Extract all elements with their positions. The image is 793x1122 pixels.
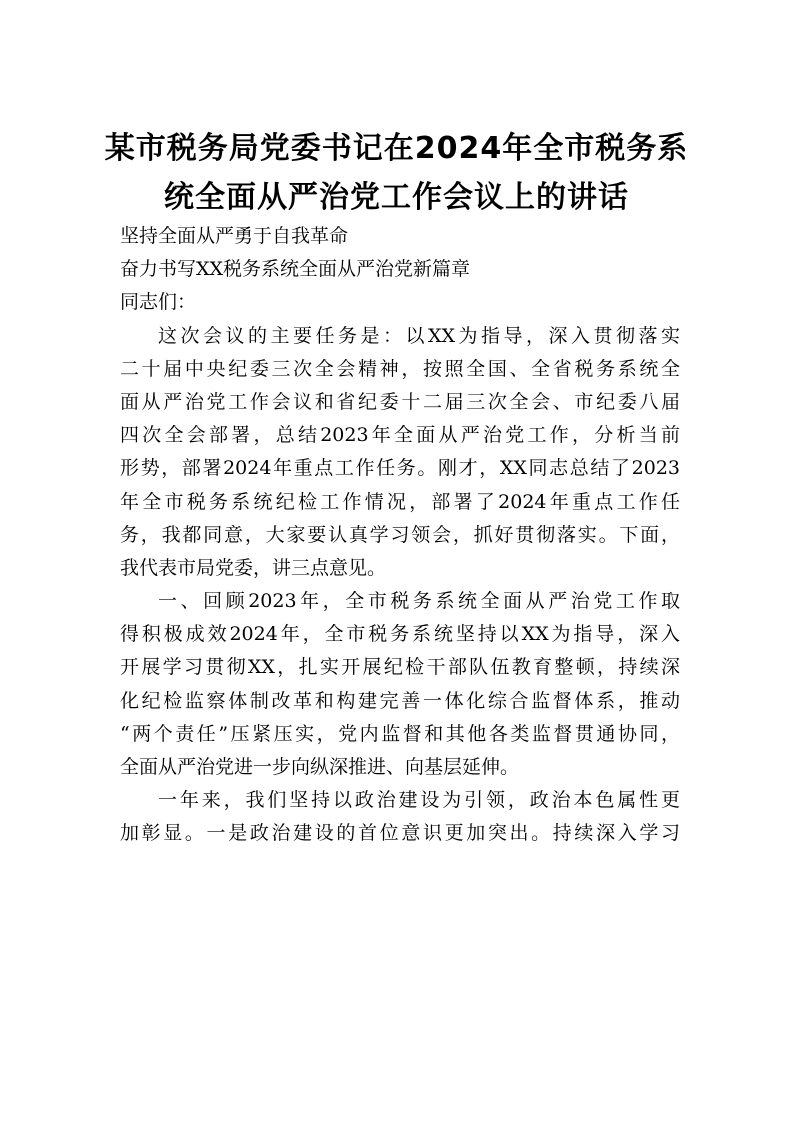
salutation: 同志们：: [120, 291, 197, 314]
paragraph-line: 二十届中央纪委三次全会精神，按照全国、全省税务系统全: [120, 357, 680, 380]
title-line-2: 统全面从严治党工作会议上的讲话: [164, 180, 629, 215]
paragraph-line: 这次会议的主要任务是：以XX为指导，深入贯彻落实: [158, 324, 680, 347]
paragraph-line: 一、回顾2023年，全市税务系统全面从严治党工作取: [158, 590, 680, 613]
paragraph-line: 年全市税务系统纪检工作情况，部署了2024年重点工作任: [120, 490, 680, 513]
paragraph-review: [120, 585, 680, 784]
paragraph-intro: [120, 320, 680, 586]
paragraph-line: 开展学习贯彻XX，扎实开展纪检干部队伍教育整顿，持续深: [120, 656, 680, 679]
document-body: [120, 220, 680, 851]
paragraph-line: 四次全会部署，总结2023年全面从严治党工作，分析当前: [120, 424, 680, 447]
paragraph-year-review: [120, 784, 680, 850]
document-title: [100, 124, 693, 222]
paragraph-line: 一年来，我们坚持以政治建设为引领，政治本色属性更: [158, 789, 680, 812]
title-line-1: 某市税务局党委书记在2024年全市税务系: [104, 131, 689, 166]
paragraph-line: 全面从严治党进一步向纵深推进、向基层延伸。: [120, 756, 520, 778]
paragraph-line: 加彰显。一是政治建设的首位意识更加突出。持续深入学习: [120, 822, 680, 845]
paragraph-line: 形势，部署2024年重点工作任务。刚才，XX同志总结了2023: [120, 457, 680, 480]
paragraph-line: 务，我都同意，大家要认真学习领会，抓好贯彻落实。下面，: [120, 523, 680, 546]
paragraph-line: “两个责任”压紧压实，党内监督和其他各类监督贯通协同，: [120, 722, 680, 745]
paragraph-line: 面从严治党工作会议和省纪委十二届三次全会、市纪委八届: [120, 390, 680, 413]
paragraph-line: 化纪检监察体制改革和构建完善一体化综合监督体系，推动: [120, 689, 680, 712]
paragraph-line: 得积极成效2024年，全市税务系统坚持以XX为指导，深入: [120, 623, 680, 646]
subtitle-line-2: 奋力书写XX税务系统全面从严治党新篇章: [120, 258, 471, 281]
paragraph-line: 我代表市局党委，讲三点意见。: [120, 556, 387, 579]
subtitle-line-1: 坚持全面从严勇于自我革命: [120, 225, 349, 247]
